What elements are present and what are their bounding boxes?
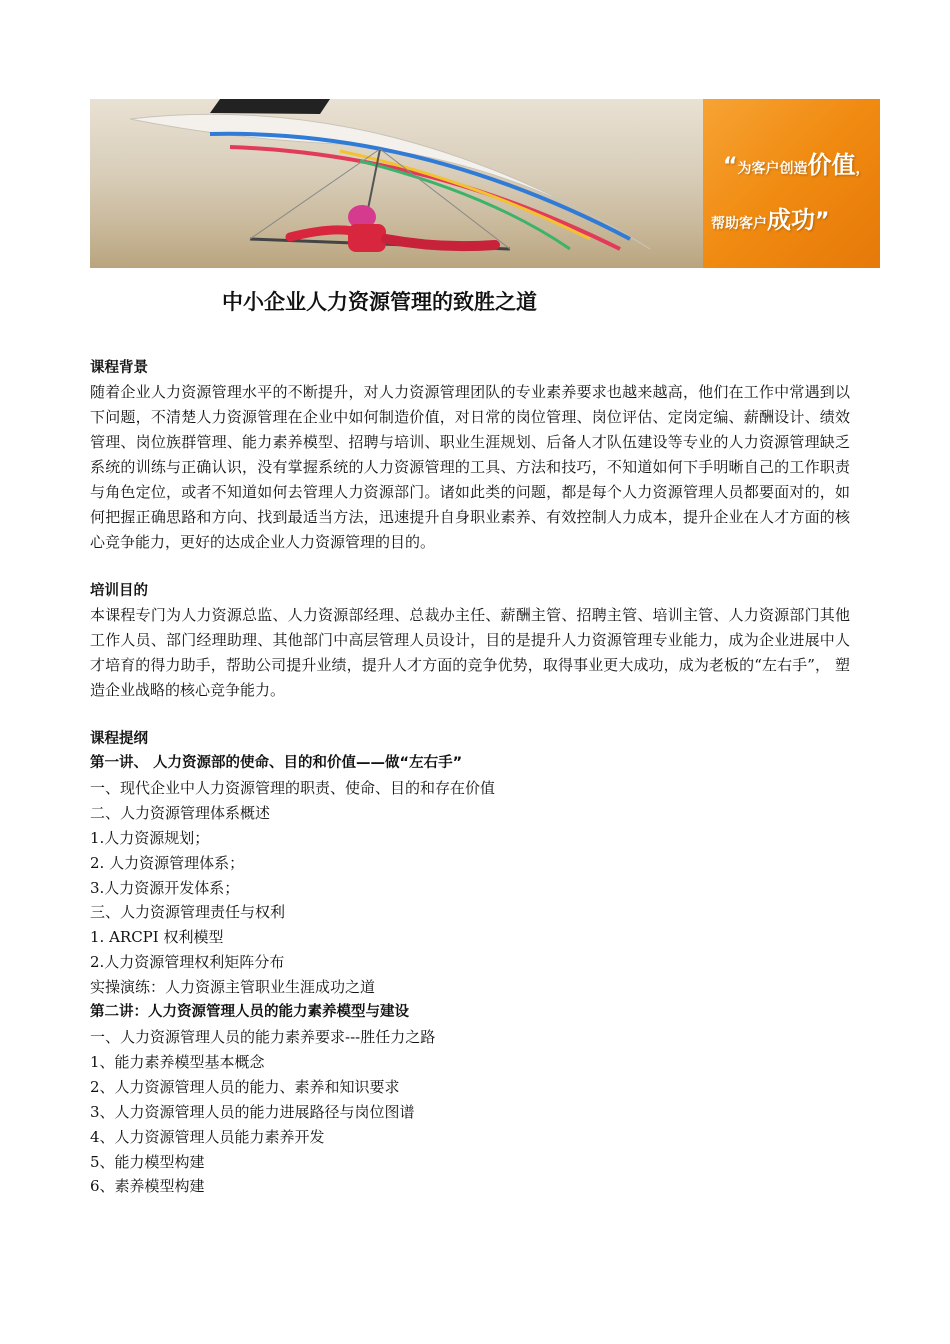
outline-item: 2.人力资源管理权利矩阵分布: [90, 953, 285, 972]
section-heading-background: 课程背景: [90, 360, 148, 376]
lecture-2-title: 第二讲：人力资源管理人员的能力素养模型与建设: [90, 1004, 409, 1021]
hang-glider-illustration: [90, 99, 703, 268]
outline-item: 2、人力资源管理人员的能力、素养和知识要求: [90, 1077, 400, 1096]
outline-item: 实操演练：人力资源主管职业生涯成功之道: [90, 978, 376, 997]
outline-item: 三、人力资源管理责任与权利: [90, 903, 286, 922]
outline-item: 3、人力资源管理人员的能力进展路径与岗位图谱: [90, 1102, 415, 1121]
slogan-line-2: 帮助客户成功”: [711, 206, 830, 234]
outline-item: 4、人力资源管理人员能力素养开发: [90, 1127, 325, 1146]
spacer: [90, 703, 850, 727]
outline-item: 1、能力素养模型基本概念: [90, 1052, 265, 1071]
outline-item: 一、人力资源管理人员的能力素养要求---胜任力之路: [90, 1027, 436, 1046]
outline-item: 6、素养模型构建: [90, 1177, 205, 1196]
outline-item: 2. 人力资源管理体系；: [90, 853, 245, 872]
outline-item: 一、现代企业中人力资源管理的职责、使命、目的和存在价值: [90, 778, 496, 797]
outline-item: 1.人力资源规划；: [90, 828, 210, 847]
section-heading-purpose: 培训目的: [90, 583, 148, 599]
slogan-line-1: “为客户创造价值，: [723, 151, 870, 179]
purpose-paragraph: 本课程专门为人力资源总监、人力资源部经理、总裁办主任、薪酬主管、招聘主管、培训主管、人力资源部门其他工作人员、部门经理助理、其他部门中高层管理人员设计，目的是提升人力资源管理专业能力，成为企业进展中人才培育的得力助手，帮助公司提升业绩，提升人才方面的竞争优势，取得事业更大成功，成为老板的“左右手”， 塑造企业战略的核心竞争能力。: [90, 606, 850, 699]
document-body: [90, 356, 850, 1199]
outline-item: 5、能力模型构建: [90, 1152, 205, 1171]
section-heading-outline: 课程提纲: [90, 731, 148, 747]
outline-item: 二、人力资源管理体系概述: [90, 803, 271, 822]
outline-item: 1. ARCPI 权利模型: [90, 928, 224, 947]
spacer: [90, 555, 850, 579]
lecture-1-title: 第一讲、 人力资源部的使命、目的和价值——做“左右手”: [90, 755, 463, 771]
document-title: 中小企业人力资源管理的致胜之道: [222, 290, 537, 314]
background-paragraph: 随着企业人力资源管理水平的不断提升，对人力资源管理团队的专业素养要求也越来越高，他们在工作中常遇到以下问题，不清楚人力资源管理在企业中如何制造价值，对日常的岗位管理、岗位评估、定岗定编、薪酬设计、绩效管理、岗位族群管理、能力素养模型、招聘与培训、职业生涯规划、后备人才队伍建设等专业的人力资源管理缺乏系统的训练与正确认识，没有掌握系统的人力资源管理的工具、方法和技巧，不知道如何下手明晰自己的工作职责与角色定位，或者不知道如何去管理人力资源部门。诸如此类的问题，都是每个人力资源管理人员都要面对的，如何把握正确思路和方向、找到最适当方法，迅速提升自身职业素养、有效控制人力成本，提升企业在人才方面的核心竞争能力，更好的达成企业人力资源管理的目的。: [90, 383, 850, 551]
slogan-panel: [703, 99, 880, 268]
hang-glider-photo: [90, 99, 703, 268]
outline-item: 3.人力资源开发体系；: [90, 878, 240, 897]
header-banner: [90, 99, 880, 268]
